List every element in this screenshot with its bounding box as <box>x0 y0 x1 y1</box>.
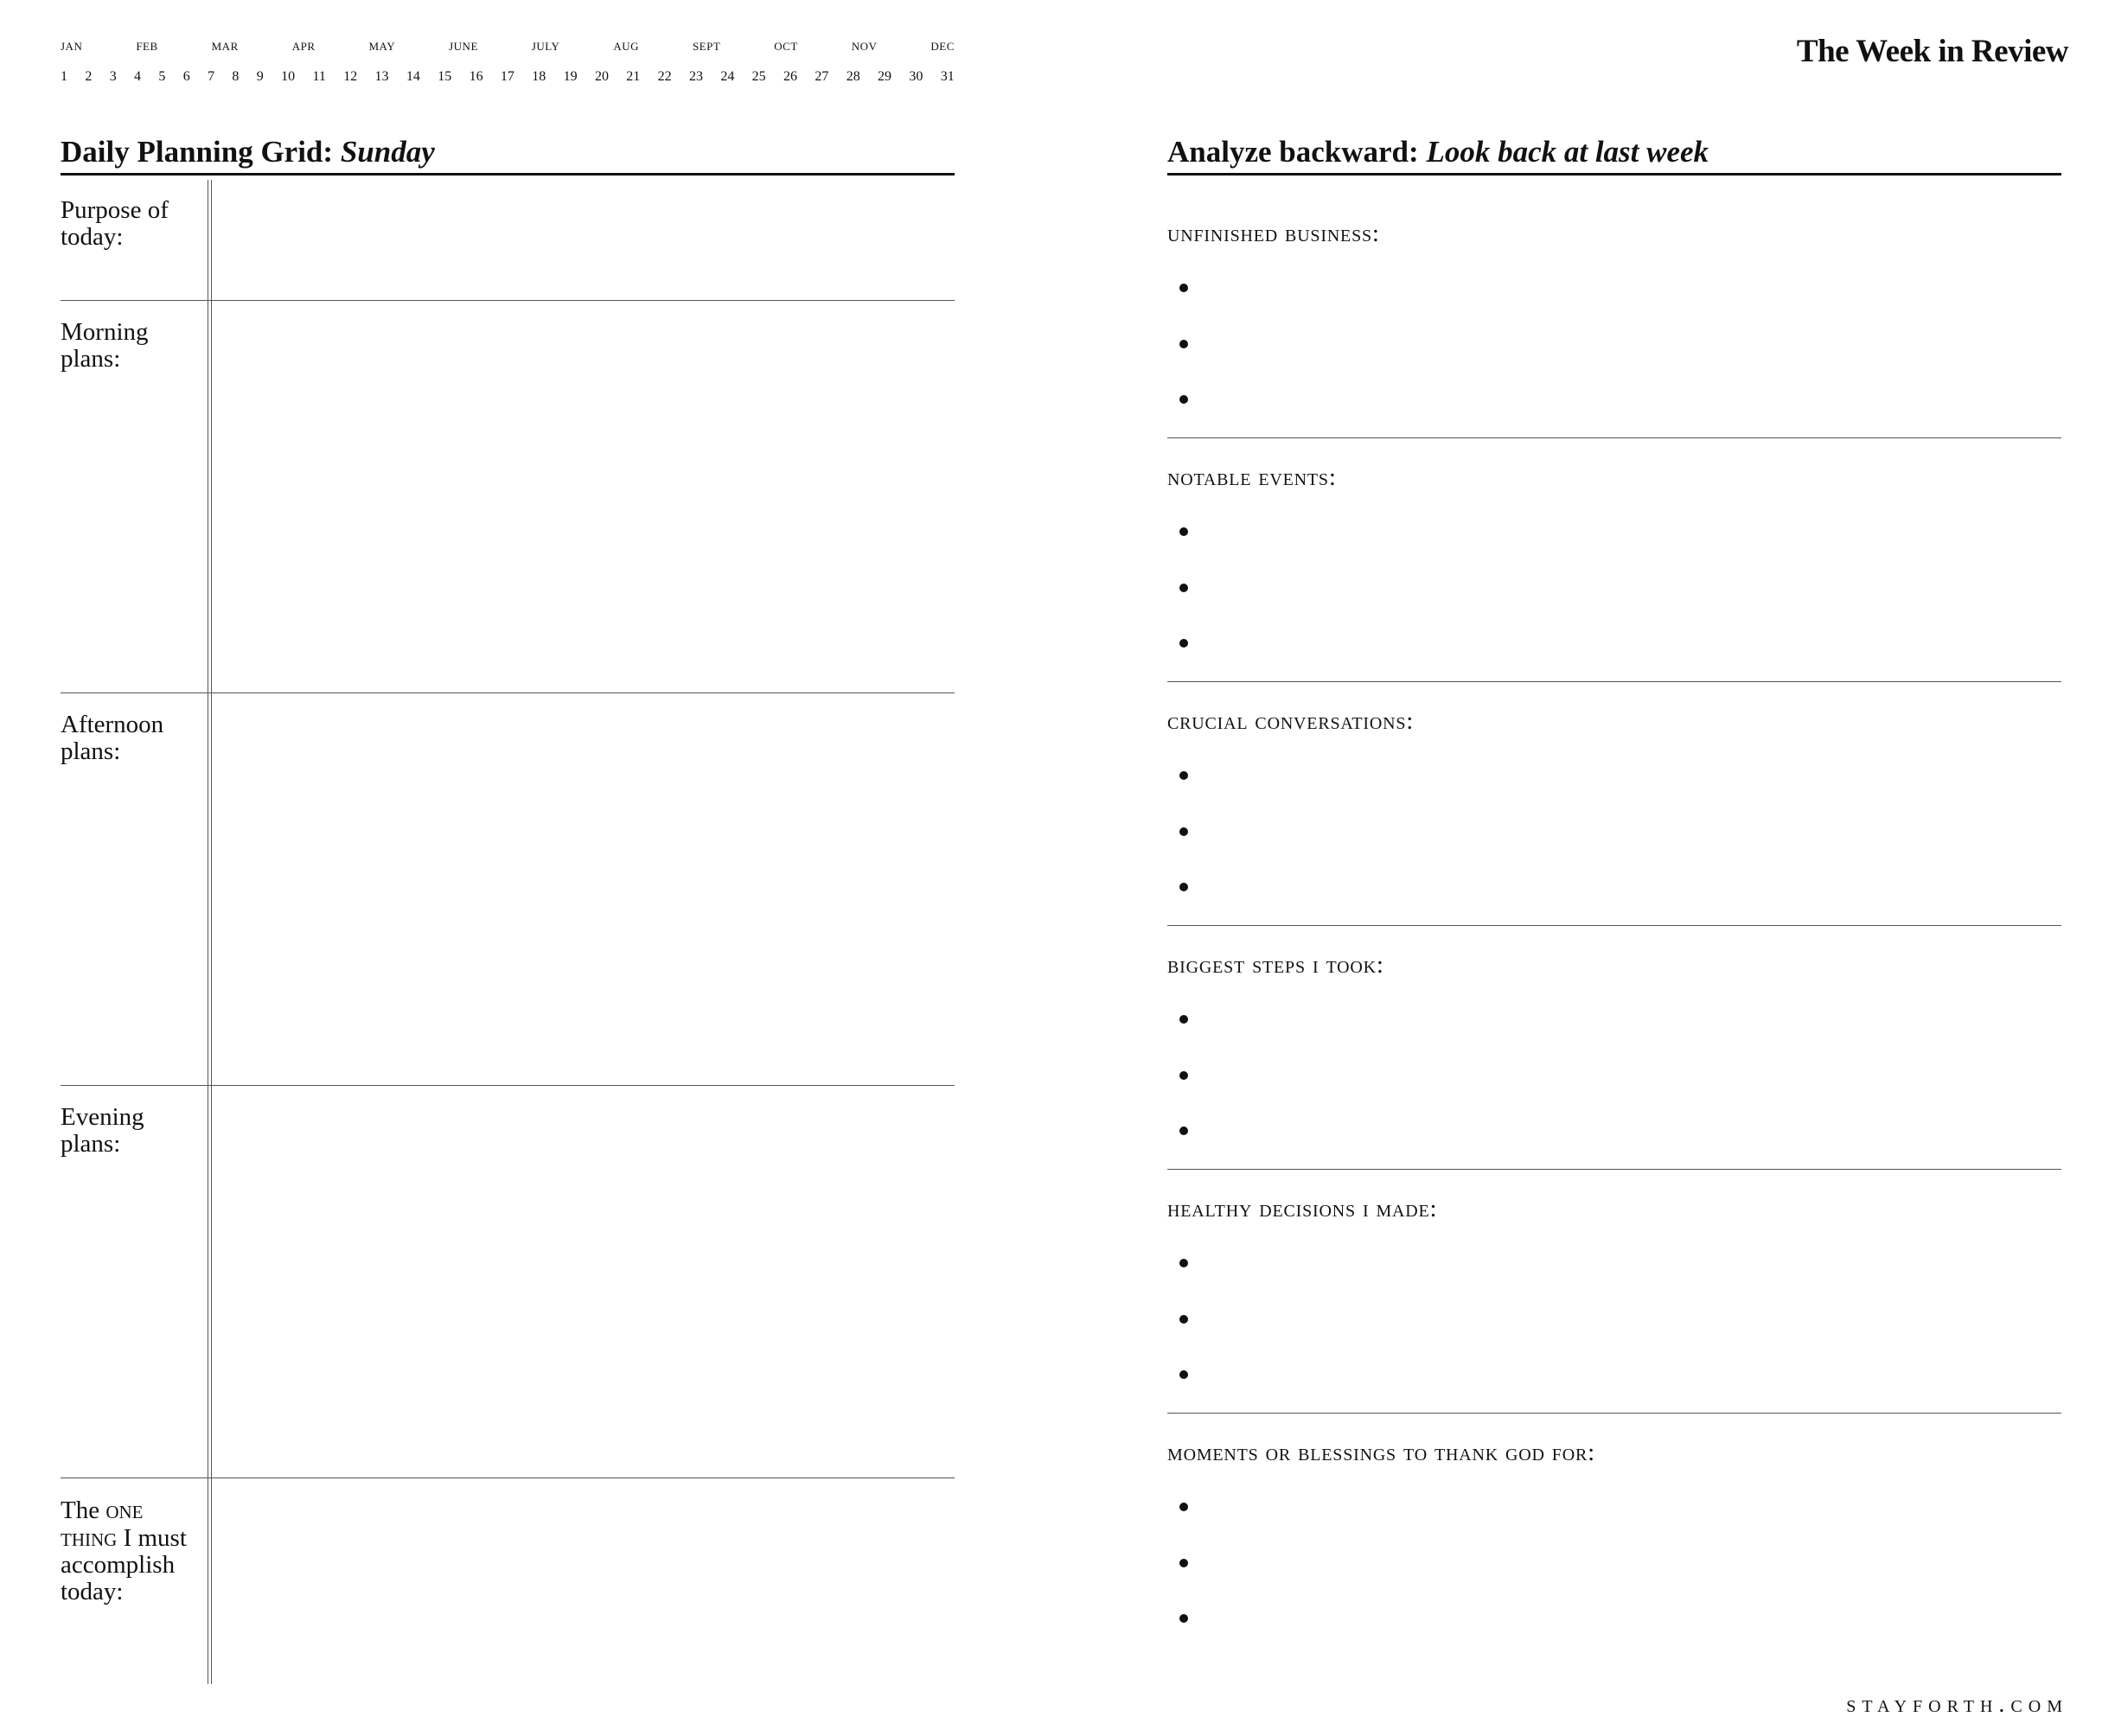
bullet-point <box>1179 1315 1188 1324</box>
review-section <box>1167 195 2061 438</box>
day-number: 22 <box>657 69 672 84</box>
bullet-point <box>1179 639 1188 648</box>
bullet-point <box>1179 284 1188 292</box>
bullet-point <box>1179 395 1188 404</box>
day-number: 24 <box>720 69 735 84</box>
bullet-point <box>1179 771 1188 780</box>
day-number: 2 <box>85 69 93 84</box>
review-section-title: biggest steps i took: <box>1167 951 1384 979</box>
bullet-point <box>1179 527 1188 536</box>
day-strip <box>61 69 955 85</box>
one-thing-label-end: I must accomplish today: <box>61 1524 187 1605</box>
row-divider <box>61 1085 955 1086</box>
analyze-backward-prefix: Analyze backward: <box>1167 135 1419 169</box>
month-label: may <box>368 36 396 54</box>
evening-label: Evening plans: <box>61 1103 144 1158</box>
bullet-point <box>1179 1259 1188 1267</box>
day-number: 18 <box>532 69 546 84</box>
bullet-point <box>1179 1614 1188 1623</box>
day-number: 4 <box>134 69 142 84</box>
daily-planning-day: Sunday <box>340 135 435 169</box>
day-number: 5 <box>158 69 166 84</box>
month-label: sept <box>692 36 721 54</box>
day-number: 21 <box>626 69 641 84</box>
afternoon-label: Afternoon plans: <box>61 711 164 765</box>
review-section-title: unfinished business: <box>1167 220 1380 247</box>
bullet-point <box>1179 883 1188 891</box>
one-thing-emphasis: one thing <box>61 1496 144 1552</box>
footer-site: stayforth.com <box>1846 1691 2068 1718</box>
one-thing-label <box>61 1497 199 1605</box>
day-number: 28 <box>846 69 860 84</box>
day-number: 1 <box>61 69 67 84</box>
month-label: oct <box>774 36 798 54</box>
page-title: The Week in Review <box>1796 34 2068 69</box>
review-section <box>1167 439 2061 682</box>
bullet-point <box>1179 827 1188 836</box>
review-section <box>1167 1171 2061 1414</box>
day-number: 13 <box>374 69 389 84</box>
row-divider <box>61 300 955 301</box>
bullet-point <box>1179 1071 1188 1080</box>
one-thing-label-start: The <box>61 1497 100 1524</box>
day-number: 26 <box>783 69 797 84</box>
month-label: jan <box>61 36 83 54</box>
day-number: 16 <box>469 69 483 84</box>
day-number: 15 <box>438 69 452 84</box>
month-label: apr <box>291 36 316 54</box>
day-number: 20 <box>594 69 609 84</box>
daily-planning-heading <box>61 135 955 176</box>
month-label: july <box>531 36 560 54</box>
review-section-title: moments or blessings to thank god for: <box>1167 1439 1595 1466</box>
purpose-label: Purpose of today: <box>61 196 169 251</box>
day-number: 8 <box>232 69 240 84</box>
day-number: 12 <box>343 69 358 84</box>
morning-label: Morning plans: <box>61 318 149 373</box>
month-strip <box>61 36 955 55</box>
day-number: 14 <box>406 69 420 84</box>
day-number: 3 <box>109 69 117 84</box>
day-number: 23 <box>688 69 703 84</box>
bullet-point <box>1179 1126 1188 1135</box>
bullet-point <box>1179 584 1188 592</box>
row-divider <box>61 692 955 693</box>
month-label: aug <box>613 36 639 54</box>
day-number: 10 <box>281 69 296 84</box>
review-section-title: healthy decisions i made: <box>1167 1195 1438 1222</box>
review-section-title: crucial conversations: <box>1167 707 1415 735</box>
month-label: june <box>449 36 478 54</box>
month-label: feb <box>136 36 158 54</box>
bullet-point <box>1179 1015 1188 1024</box>
day-number: 11 <box>312 69 326 84</box>
review-section-title: notable events: <box>1167 463 1337 491</box>
day-number: 31 <box>940 69 955 84</box>
bullet-point <box>1179 1370 1188 1379</box>
day-number: 17 <box>500 69 514 84</box>
daily-planning-heading-prefix: Daily Planning Grid: <box>61 135 334 169</box>
bullet-point <box>1179 1559 1188 1567</box>
month-label: dec <box>930 36 955 54</box>
day-number: 6 <box>182 69 190 84</box>
month-label: nov <box>851 36 878 54</box>
grid-label-divider <box>208 180 212 1684</box>
day-number: 19 <box>563 69 578 84</box>
day-number: 9 <box>256 69 264 84</box>
review-section <box>1167 927 2061 1170</box>
day-number: 7 <box>208 69 215 84</box>
review-section <box>1167 683 2061 926</box>
analyze-backward-subtitle: Look back at last week <box>1426 135 1709 169</box>
bullet-point <box>1179 1503 1188 1511</box>
bullet-point <box>1179 340 1188 348</box>
day-number: 25 <box>751 69 766 84</box>
day-number: 30 <box>909 69 923 84</box>
day-number: 27 <box>815 69 829 84</box>
month-label: mar <box>211 36 239 54</box>
analyze-backward-heading <box>1167 135 2061 176</box>
day-number: 29 <box>878 69 892 84</box>
review-section <box>1167 1414 2061 1657</box>
